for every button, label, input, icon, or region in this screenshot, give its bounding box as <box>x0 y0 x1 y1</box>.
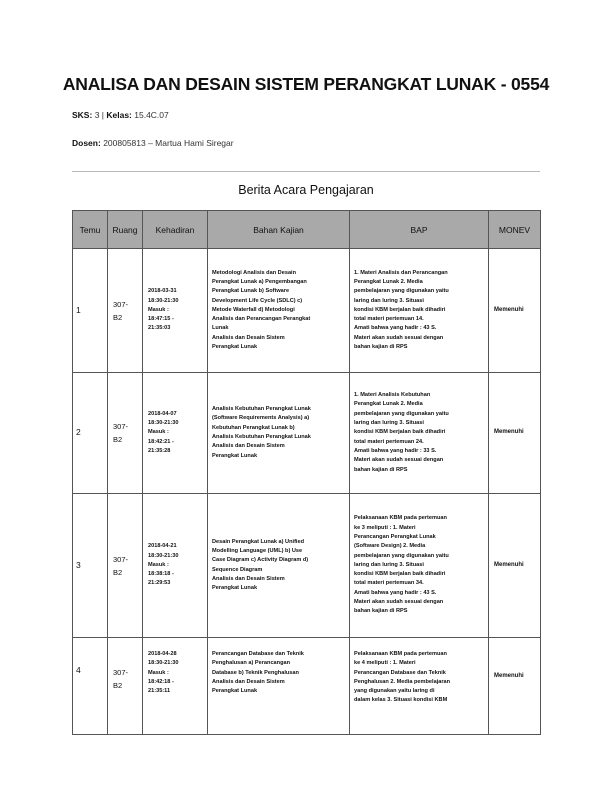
cell-bap: 1. Materi Analisis dan Perancangan Perangkat Lunak 2. Media pembelajaran yang digunakan yaitu laring dan luring 3. Situasi kondisi KBM berjalan baik dihadiri total materi pertemuan 14. Amati bahwa yang hadir : 43 S. Materi akan sudah sesuai dengan bahan kajian di RPS <box>350 249 489 373</box>
dosen-label: Dosen: <box>72 138 101 148</box>
cell-monev: Memenuhi <box>489 494 541 638</box>
divider <box>72 171 540 172</box>
sks-value: 3 | <box>94 110 107 120</box>
course-meta <box>72 110 169 120</box>
cell-bahan-kajian: Analisis Kebutuhan Perangkat Lunak (Software Requirements Analysis) a) Kebutuhan Perangkat Lunak b) Analisis Kebutuhan Perangkat Lunak Analisis dan Desain Sistem Perangkat Lunak <box>208 373 350 494</box>
lecturer-info <box>72 138 234 148</box>
cell-kehadiran: 2018-04-21 18:30-21:30 Masuk : 18:38:18 - 21:29:53 <box>143 494 208 638</box>
cell-kehadiran: 2018-04-07 18:30-21:30 Masuk : 18:42:21 - 21:35:28 <box>143 373 208 494</box>
kelas-label: Kelas: <box>106 110 132 120</box>
cell-kehadiran: 2018-03-31 18:30-21:30 Masuk : 18:47:15 - 21:35:03 <box>143 249 208 373</box>
table-row <box>73 638 541 735</box>
cell-bahan-kajian: Desain Perangkat Lunak a) Unified Modelling Language (UML) b) Use Case Diagram c) Activity Diagram d) Sequence Diagram Analisis dan Desain Sistem Perangkat Lunak <box>208 494 350 638</box>
header-temu: Temu <box>73 211 108 249</box>
header-ruang: Ruang <box>108 211 143 249</box>
table-row <box>73 373 541 494</box>
cell-ruang: 307- B2 <box>108 638 143 735</box>
cell-kehadiran: 2018-04-28 18:30-21:30 Masuk : 18:42:18 - 21:35:11 <box>143 638 208 735</box>
cell-monev: Memenuhi <box>489 373 541 494</box>
dosen-value: 200805813 – Martua Hami Siregar <box>103 138 234 148</box>
table-row <box>73 249 541 373</box>
cell-bap: Pelaksanaan KBM pada pertemuan ke 3 meliputi : 1. Materi Perancangan Perangkat Lunak (Software Design) 2. Media pembelajaran yang digunakan yaitu laring dan luring 3. Situasi kondisi KBM berjalan baik dihadiri total materi pertemuan 34. Amati bahwa yang hadir : 43 S. Materi akan sudah sesuai dengan bahan kajian di RPS <box>350 494 489 638</box>
cell-bap: 1. Materi Analisis Kebutuhan Perangkat Lunak 2. Media pembelajaran yang digunakan yaitu laring dan luring 3. Situasi kondisi KBM berjalan baik dihadiri total materi pertemuan 24. Amati bahwa yang hadir : 33 S. Materi akan sudah sesuai dengan bahan kajian di RPS <box>350 373 489 494</box>
cell-monev: Memenuhi <box>489 638 541 735</box>
sks-label: SKS: <box>72 110 93 120</box>
cell-bap: Pelaksanaan KBM pada pertemuan ke 4 meliputi : 1. Materi Perancangan Database dan Teknik Penghalusan 2. Media pembelajaran yang digunakan yaitu laring di dalam kelas 3. Situasi kondisi KBM <box>350 638 489 735</box>
cell-ruang: 307- B2 <box>108 494 143 638</box>
table-row <box>73 494 541 638</box>
teaching-report-table <box>72 210 541 735</box>
course-title: ANALISA DAN DESAIN SISTEM PERANGKAT LUNAK - 0554 <box>62 74 550 94</box>
cell-temu: 1 <box>73 249 108 373</box>
header-kehadiran: Kehadiran <box>143 211 208 249</box>
cell-bahan-kajian: Metodologi Analisis dan Desain Perangkat Lunak a) Pengembangan Perangkat Lunak b) Software Development Life Cycle (SDLC) c) Metode Waterfall d) Metodologi Analisis dan Perancangan Perangkat Lunak Analisis dan Desain Sistem Perangkat Lunak <box>208 249 350 373</box>
header-bap: BAP <box>350 211 489 249</box>
cell-monev: Memenuhi <box>489 249 541 373</box>
table-header-row <box>73 211 541 249</box>
header-monev: MONEV <box>489 211 541 249</box>
cell-bahan-kajian: Perancangan Database dan Teknik Penghalusan a) Perancangan Database b) Teknik Penghalusan Analisis dan Desain Sistem Perangkat Lunak <box>208 638 350 735</box>
section-title: Berita Acara Pengajaran <box>238 183 374 197</box>
header-bahan-kajian: Bahan Kajian <box>208 211 350 249</box>
cell-temu: 3 <box>73 494 108 638</box>
cell-temu: 4 <box>73 638 108 735</box>
cell-ruang: 307- B2 <box>108 249 143 373</box>
cell-ruang: 307- B2 <box>108 373 143 494</box>
kelas-value: 15.4C.07 <box>134 110 169 120</box>
cell-temu: 2 <box>73 373 108 494</box>
